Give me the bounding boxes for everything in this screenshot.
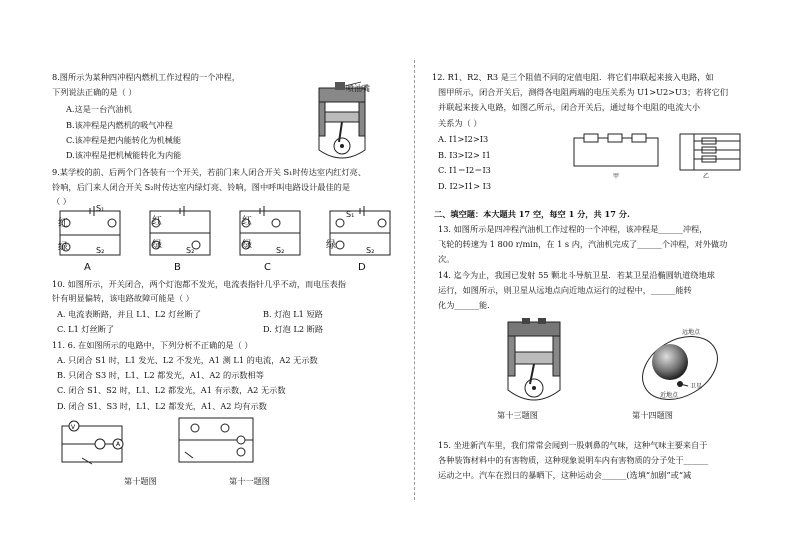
- q10-option-b: B. 灯泡 L1 短路: [263, 309, 323, 319]
- q12-fig-jia: 甲: [613, 173, 620, 180]
- q13-engine-figure: [490, 318, 580, 408]
- q8-option-b: B.该冲程是内燃机的吸气冲程: [66, 120, 173, 130]
- q15-line-3: 运动之中。汽车在烈日的暴晒下，这种运动会______(选填“加剧”或“减: [438, 470, 692, 480]
- q11-circuit-figure: [165, 412, 265, 472]
- q9-d-s1-label: S₁: [346, 210, 355, 219]
- q9-b-s2-label: S₂: [186, 246, 195, 255]
- satellite-label: 卫星: [690, 383, 703, 390]
- column-divider: [414, 60, 415, 500]
- q9-a-s1-label: S₁: [96, 204, 105, 213]
- q10-option-d: D. 灯泡 L2 断路: [263, 324, 324, 334]
- q9-c-green-label: 绿: [242, 240, 252, 251]
- section-2-heading: 二、填空题：本大题共 17 空，每空 1 分，共 17 分.: [434, 209, 630, 219]
- q9-a-green-label: 绿: [58, 242, 68, 253]
- q15-line-1: 15. 坐进新汽车里，我们常常会闻到一股刺鼻的气味，这种气味主要来自于: [438, 440, 708, 450]
- q11-stem: 11. 6. 在如图所示的电路中，下列分析不正确的是（ ）: [52, 340, 253, 350]
- q9-option-a: A: [84, 262, 91, 273]
- q8-stem-2: 下列说法正确的是（ ）: [52, 87, 137, 97]
- right-column: [420, 0, 794, 560]
- q12-stem-4: 关系为（ ）: [438, 118, 482, 128]
- q11-option-d: D. 闭合 S1、S3 时，L1、L2 都发光，A1、A2 均有示数: [57, 401, 267, 411]
- q10-option-c: C. L1 灯丝断了: [57, 324, 115, 334]
- q12-stem-2: 图甲所示，闭合开关后，测得各电阻两端的电压关系为 U1>U2>U3；若将它们: [438, 87, 729, 97]
- q13-line-3: 次。: [438, 254, 455, 264]
- q14-figure-caption: 第十四题图: [632, 410, 673, 420]
- q14-line-1: 14. 迄今为止，我国已发射 55 颗北斗导航卫星．若某卫星沿椭圆轨道绕地球: [438, 270, 715, 280]
- q9-d-green-label: 绿: [326, 240, 336, 251]
- q8-stem-1: 8.图所示为某种四冲程内燃机工作过程的一个冲程，: [52, 72, 240, 82]
- q9-stem-1: 9.某学校的前、后两个门各装有一个开关，若前门来人闭合开关 S₁时传达室内红灯亮、: [52, 167, 367, 177]
- q8-option-d: D.该冲程是把机械能转化为内能: [66, 150, 182, 160]
- svg-text:V: V: [71, 424, 76, 431]
- q9-stem-2: 铃响，后门来人闭合开关 S₂时传达室内绿灯亮、铃响，图中呼叫电路设计最佳的是: [52, 182, 351, 192]
- q12-option-d: D. I2>I1> I3: [438, 181, 492, 191]
- svg-text:A: A: [116, 441, 121, 448]
- q13-line-2: 飞轮的转速为 1 800 r/min，在 1 s 内，汽油机完成了______个冲程，对外做功: [438, 239, 728, 249]
- q11-option-a: A. 只闭合 S1 时，L1 发光、L2 不发光，A1 测 L1 的电流，A2 无示数: [57, 355, 318, 365]
- q9-option-d: D: [358, 262, 366, 273]
- q12-stem-1: 12. R1、R2、R3 是三个阻值不同的定值电阻．将它们串联起来接入电路，如: [432, 72, 714, 82]
- q12-option-c: C. I1＝I2＝I3: [438, 165, 491, 175]
- nozzle-label: 喷油嘴: [346, 84, 370, 93]
- q9-c-red-label: 红: [242, 216, 252, 227]
- q11-figure-caption: 第十一题图: [229, 476, 270, 486]
- q12-circuit-figures: [570, 128, 770, 178]
- q10-figure-caption: 第十题图: [124, 476, 157, 486]
- q8-engine-figure: [305, 80, 385, 165]
- q14-line-3: 化为______能．: [438, 300, 496, 310]
- q14-line-2: 运行，如图所示，则卫星从远地点向近地点运行的过程中，______能转: [438, 285, 692, 295]
- q11-option-b: B. 只闭合 S3 时，L1、L2 都发光，A1、A2 的示数相等: [57, 370, 264, 380]
- far-point-label: 远地点: [682, 329, 701, 336]
- q15-line-2: 各种装饰材料中的有害物质，这种现象说明车内有害物质的分子处于______: [438, 455, 709, 465]
- q12-option-a: A. I1>I2>I3: [438, 134, 489, 144]
- q8-option-c: C.该冲程是把内能转化为机械能: [66, 135, 182, 145]
- near-point-label: 近地点: [660, 392, 679, 399]
- q9-stem-3: （ ）: [52, 196, 71, 206]
- q8-option-a: A.这是一台汽油机: [66, 104, 132, 114]
- q9-b-green-label: 绿: [152, 240, 162, 251]
- q9-option-b: B: [174, 262, 181, 273]
- q9-a-red-label: 红: [58, 218, 68, 229]
- q12-option-b: B. I3>I2> I1: [438, 150, 491, 160]
- q10-option-a: A. 电流表断路，并且 L1、L2 灯丝断了: [57, 309, 202, 319]
- q9-a-s2-label: S₂: [96, 246, 105, 255]
- q10-stem-1: 10. 如图所示，开关闭合，两个灯泡都不发光，电流表指针几乎不动，而电压表指: [52, 279, 346, 289]
- q10-circuit-figure: [52, 418, 132, 468]
- q12-fig-yi: 乙: [703, 173, 710, 180]
- q13-line-1: 13. 如图所示是四冲程汽油机工作过程的一个冲程，该冲程是______冲程，: [438, 224, 708, 234]
- q9-c-s2-label: S₂: [276, 246, 285, 255]
- q13-figure-caption: 第十三题图: [497, 410, 538, 420]
- q9-d-s2-label: S₂: [366, 246, 375, 255]
- q10-stem-2: 针有明显偏转，该电路故障可能是（ ）: [52, 293, 194, 303]
- q11-option-c: C. 闭合 S1、S2 时，L1、L2 都发光，A1 有示数，A2 无示数: [57, 385, 286, 395]
- q9-option-c: C: [264, 262, 271, 273]
- q12-stem-3: 并联起来接入电路，如图乙所示，闭合开关后，通过每个电阻的电流大小: [438, 102, 701, 112]
- q9-b-red-label: 红: [152, 216, 162, 227]
